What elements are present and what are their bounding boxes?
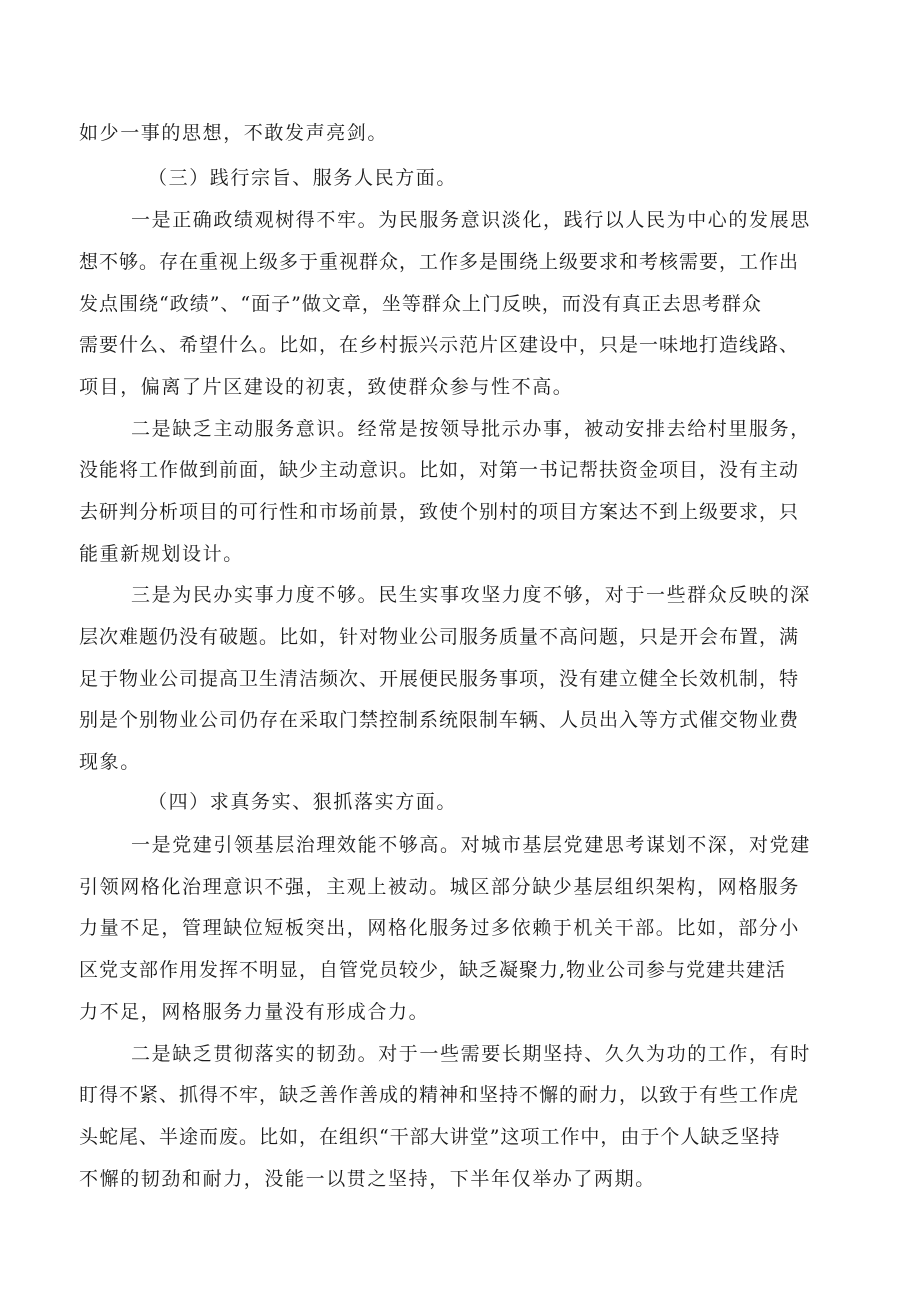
text-line: 不懈的韧劲和耐力，没能一以贯之坚持，下半年仅举办了两期。	[79, 1168, 656, 1190]
text-line: 需要什么、希望什么。比如，在乡村振兴示范片区建设中，只是一味地打造线路、	[79, 334, 800, 356]
text-line: 没能将工作做到前面，缺少主动意识。比如，对第一书记帮扶资金项目，没有主动	[79, 459, 800, 481]
text-line: 一是党建引领基层治理效能不够高。对城市基层党建思考谋划不深，对党建	[131, 834, 811, 856]
text-line: 别是个别物业公司仍存在采取门禁控制系统限制车辆、人员出入等方式催交物业费	[79, 709, 800, 731]
text-line: 引领网格化治理意识不强，主观上被动。城区部分缺少基层组织架构，网格服务	[79, 876, 801, 898]
text-line: 盯得不紧、抓得不牢，缺乏善作善成的精神和坚持不懈的耐力，以致于有些工作虎	[79, 1084, 800, 1106]
text-line: 二是缺乏主动服务意识。经常是按领导批示办事，被动安排去给村里服务，	[131, 418, 811, 440]
text-line: 现象。	[79, 751, 141, 773]
section-heading: （四）求真务实、狠抓落实方面。	[148, 791, 458, 813]
text-line: 足于物业公司提高卫生清洁频次、开展便民服务事项，没有建立健全长效机制，特	[79, 668, 800, 690]
text-line: 三是为民办实事力度不够。民生实事攻坚力度不够，对于一些群众反映的深	[131, 584, 811, 606]
text-line: 如少一事的思想，不敢发声亮剑。	[79, 122, 389, 144]
text-line: 一是正确政绩观树得不牢。为民服务意识淡化，践行以人民为中心的发展思	[131, 209, 811, 231]
text-line: 想不够。存在重视上级多于重视群众，工作多是围绕上级要求和考核需要，工作出	[79, 251, 800, 273]
text-line: 二是缺乏贯彻落实的韧劲。对于一些需要长期坚持、久久为功的工作，有时	[131, 1043, 811, 1065]
text-line: 力不足，网格服务力量没有形成合力。	[79, 1001, 430, 1023]
text-line: 层次难题仍没有破题。比如，针对物业公司服务质量不高问题，只是开会布置，满	[79, 626, 800, 648]
text-line: 区党支部作用发挥不明显，自管党员较少，缺乏凝聚力,物业公司参与党建共建活	[79, 959, 787, 981]
text-line: 项目，偏离了片区建设的初衷，致使群众参与性不高。	[79, 376, 574, 398]
text-line: 头蛇尾、半途而废。比如，在组织“干部大讲堂”这项工作中，由于个人缺乏坚持	[79, 1126, 781, 1148]
text-line: 发点围绕“政绩”、“面子”做文章，坐等群众上门反映，而没有真正去思考群众	[79, 293, 762, 315]
section-heading: （三）践行宗旨、服务人民方面。	[148, 167, 458, 189]
text-line: 能重新规划设计。	[79, 543, 244, 565]
text-line: 力量不足，管理缺位短板突出，网格化服务过多依赖于机关干部。比如，部分小	[79, 917, 801, 939]
text-line: 去研判分析项目的可行性和市场前景，致使个别村的项目方案达不到上级要求，只	[79, 501, 800, 523]
